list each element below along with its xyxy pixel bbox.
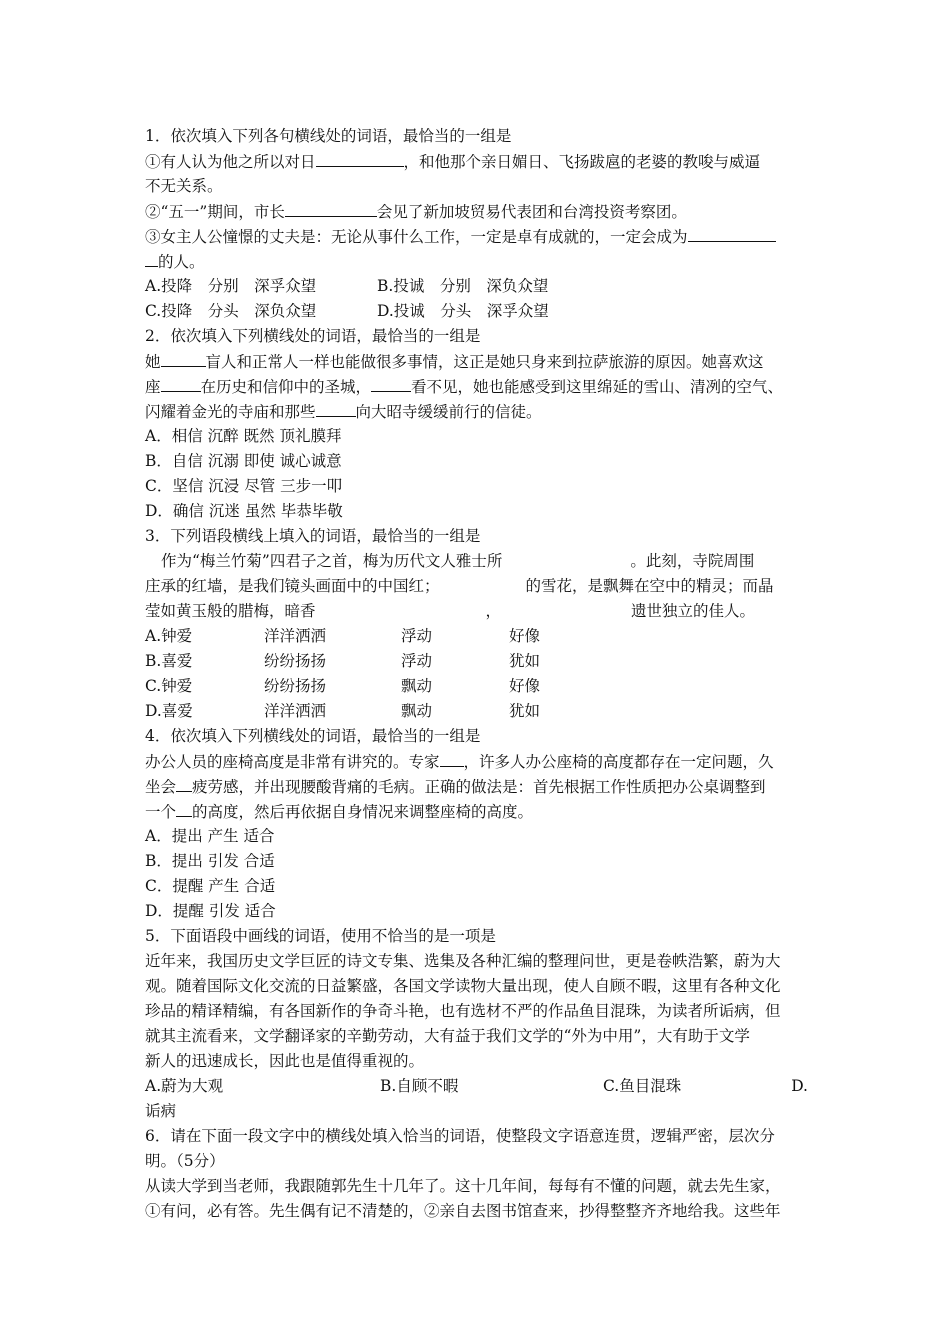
q2-option-a[interactable]: A．相信 沉醉 既然 顶礼膜拜 — [145, 427, 342, 445]
q5-option-d[interactable]: 诟病 — [145, 1102, 177, 1120]
blank-line — [316, 399, 356, 417]
blank-line — [688, 224, 776, 242]
q5-stem: 5．下面语段中画线的词语，使用不恰当的是一项是 — [145, 927, 496, 945]
q5-passage-line: 观。随着国际文化交流的日益繁盛，各国文学读物大量出现，使人自顾不暇，这里有各种文化 — [145, 977, 781, 995]
blank-line — [440, 749, 464, 767]
q5-passage-line: 近年来，我国历史文学巨匠的诗文专集、选集及各种汇编的整理问世，更是卷帙浩繁，蔚为大 — [145, 952, 781, 970]
q3-option-a[interactable]: A.钟爱 洋洋洒洒 浮动 好像 — [145, 627, 541, 645]
q1-options-cd — [145, 299, 810, 324]
q5-option-b[interactable]: B.自顾不暇 — [380, 1077, 459, 1095]
q3-stem: 3．下列语段横线上填入的词语，最恰当的一组是 — [145, 527, 481, 545]
q1-option-c[interactable]: C.投降 分头 深负众望 — [145, 302, 317, 320]
q1-sentence-1-cont: 不无关系。 — [145, 177, 223, 195]
q3-option-d[interactable]: D.喜爱 洋洋洒洒 飘动 犹如 — [145, 702, 541, 720]
q3-passage-1: 作为“梅兰竹菊”四君子之首，梅为历代文人雅士所 。此刻，寺院周围 — [161, 552, 755, 570]
q4-option-c[interactable]: C．提醒 产生 合适 — [145, 877, 276, 895]
q2-passage-2: 座 在历史和信仰中的圣城， 看不见，她也能感受到这里绵延的雪山、清冽的空气、 — [145, 374, 810, 399]
blank-line — [316, 149, 404, 167]
q2-option-d[interactable]: D．确信 沉迷 虽然 毕恭毕敬 — [145, 502, 343, 520]
q3-option-b[interactable]: B.喜爱 纷纷扬扬 浮动 犹如 — [145, 652, 541, 670]
q6-passage-line: 从读大学到当老师，我跟随郭先生十几年了。这十几年间，每每有不懂的问题，就去先生家， — [145, 1177, 781, 1195]
q5-passage-line: 就其主流看来，文学翻译家的辛勤劳动，大有益于我们文学的“外为中用”，大有助于文学 — [145, 1027, 750, 1045]
q6-passage-line: ①有问，必有答。先生偶有记不清楚的，②亲自去图书馆查来，抄得整整齐齐地给我。这些年 — [145, 1202, 781, 1220]
blank-line — [161, 374, 201, 392]
q4-passage-1: 办公人员的座椅高度是非常有讲究的。专家 ，许多人办公座椅的高度都存在一定问题，久 — [145, 749, 810, 774]
q4-passage-2: 坐会 疲劳感，并出现腰酸背痛的毛病。正确的做法是：首先根据工作性质把办公桌调整到 — [145, 774, 810, 799]
blank-line — [161, 349, 206, 367]
q4-passage-3: 一个 的高度，然后再依据自身情况来调整座椅的高度。 — [145, 799, 810, 824]
q4-option-b[interactable]: B．提出 引发 合适 — [145, 852, 275, 870]
q5-option-a[interactable]: A.蔚为大观 — [145, 1077, 224, 1095]
q1-sentence-3-cont: 的人。 — [145, 249, 810, 274]
q3-passage-2: 庄承的红墙，是我们镜头画面中的中国红； 的雪花，是飘舞在空中的精灵；而晶 — [145, 577, 774, 595]
q6-stem: 6．请在下面一段文字中的横线处填入恰当的词语，使整段文字语意连贯，逻辑严密，层次分 — [145, 1127, 775, 1145]
blank-line — [176, 774, 192, 792]
q1-stem: 1．依次填入下列各句横线处的词语，最恰当的一组是 — [145, 127, 512, 145]
q6-stem-cont: 明。（5分） — [145, 1152, 225, 1170]
q4-option-d[interactable]: D．提醒 引发 适合 — [145, 902, 276, 920]
q2-option-b[interactable]: B．自信 沉溺 即使 诚心诚意 — [145, 452, 342, 470]
q2-passage-1: 她 盲人和正常人一样也能做很多事情，这正是她只身来到拉萨旅游的原因。她喜欢这 — [145, 349, 810, 374]
q1-option-d[interactable]: D.投诚 分头 深孚众望 — [377, 302, 549, 320]
q1-sentence-2: ②“五一”期间，市长 会见了新加坡贸易代表团和台湾投资考察团。 — [145, 199, 810, 224]
q5-option-c[interactable]: C.鱼目混珠 — [603, 1077, 682, 1095]
q1-sentence-3: ③女主人公憧憬的丈夫是：无论从事什么工作，一定是卓有成就的，一定会成为 — [145, 224, 810, 249]
blank-line — [371, 374, 411, 392]
q1-options-ab — [145, 274, 810, 299]
q5-passage-line: 珍品的精译精编，有各国新作的争奇斗艳，也有选材不严的作品鱼目混珠，为读者所诟病，但 — [145, 1002, 781, 1020]
q5-passage-line: 新人的迅速成长，因此也是值得重视的。 — [145, 1052, 425, 1070]
q4-stem: 4．依次填入下列横线处的词语，最恰当的一组是 — [145, 727, 481, 745]
q3-passage-3: 莹如黄玉般的腊梅，暗香 ， 遗世独立的佳人。 — [145, 602, 756, 620]
q2-option-c[interactable]: C．坚信 沉浸 尽管 三步一叩 — [145, 477, 343, 495]
q1-sentence-1: ①有人认为他之所以对日 ，和他那个亲日媚日、飞扬跋扈的老婆的教唆与威逼 — [145, 149, 810, 174]
exam-content — [145, 124, 810, 1224]
q3-option-c[interactable]: C.钟爱 纷纷扬扬 飘动 好像 — [145, 677, 541, 695]
blank-line — [285, 199, 377, 217]
blank-line — [176, 799, 192, 817]
q4-option-a[interactable]: A．提出 产生 适合 — [145, 827, 275, 845]
blank-line — [145, 249, 158, 267]
q5-options — [145, 1074, 810, 1099]
q2-stem: 2．依次填入下列横线处的词语，最恰当的一组是 — [145, 327, 481, 345]
q2-passage-3: 闪耀着金光的寺庙和那些 向大昭寺缓缓前行的信徒。 — [145, 399, 810, 424]
q1-option-b[interactable]: B.投诚 分别 深负众望 — [377, 277, 549, 295]
q5-option-d-label[interactable]: D. — [791, 1077, 808, 1095]
q1-option-a[interactable]: A.投降 分别 深孚众望 — [145, 277, 317, 295]
